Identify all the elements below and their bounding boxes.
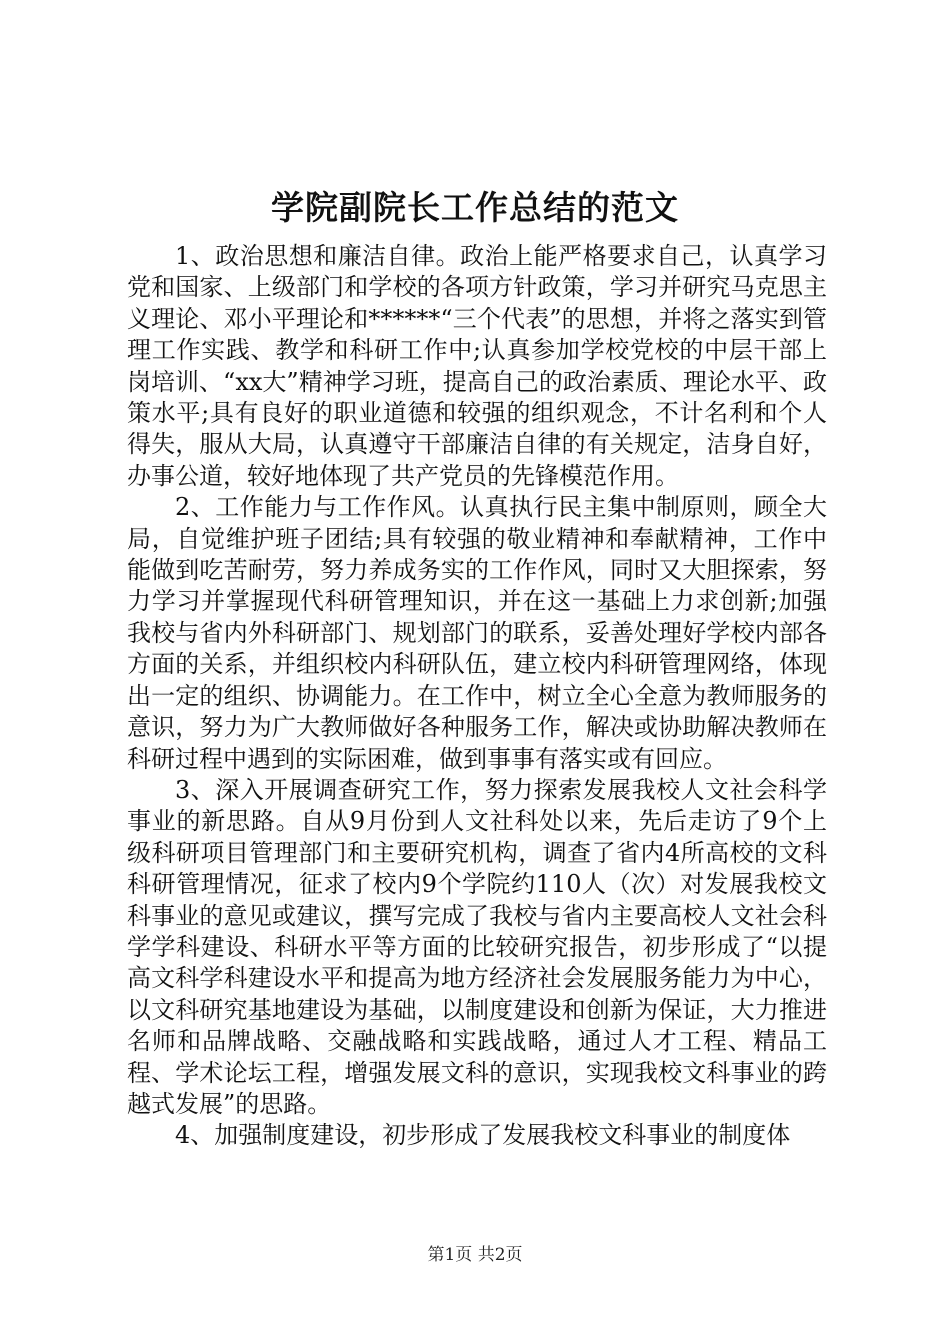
paragraph: 1、政治思想和廉洁自律。政治上能严格要求自己，认真学习党和国家、上级部门和学校的各项方针政策，学习并研究马克思主义理论、邓小平理论和******“三个代表”的思想，并将之落实到管理工作实践、教学和科研工作中;认真参加学校党校的中层干部上岗培训、“xx大”精神学习班，提高自己的政治素质、理论水平、政策水平;具有良好的职业道德和较强的组织观念，不计名利和个人得失，服从大局，认真遵守干部廉洁自律的有关规定，洁身自好，办事公道，较好地体现了共产党员的先锋模范作用。: [127, 242, 827, 490]
paragraph: 2、工作能力与工作作风。认真执行民主集中制原则，顾全大局，自觉维护班子团结;具有较强的敬业精神和奉献精神，工作中能做到吃苦耐劳，努力养成务实的工作作风，同时又大胆探索，努力学习并掌握现代科研管理知识，并在这一基础上力求创新;加强我校与省内外科研部门、规划部门的联系，妥善处理好学校内部各方面的关系，并组织校内科研队伍，建立校内科研管理网络，体现出一定的组织、协调能力。在工作中，树立全心全意为教师服务的意识，努力为广大教师做好各种服务工作，解决或协助解决教师在科研过程中遇到的实际困难，做到事事有落实或有回应。: [127, 493, 827, 773]
document-title: 学院副院长工作总结的范文: [271, 188, 679, 227]
paragraph: 3、深入开展调查研究工作，努力探索发展我校人文社会科学事业的新思路。自从9月份到人文社科处以来，先后走访了9个上级科研项目管理部门和主要研究机构，调查了省内4所高校的文科科研管理情况，征求了校内9个学院约110人（次）对发展我校文科事业的意见或建议，撰写完成了我校与省内主要高校人文社会科学学科建设、科研水平等方面的比较研究报告，初步形成了“以提高文科学科建设水平和提高为地方经济社会发展服务能力为中心，以文科研究基地建设为基础，以制度建设和创新为保证，大力推进名师和品牌战略、交融战略和实践战略，通过人才工程、精品工程、学术论坛工程，增强发展文科的意识，实现我校文科事业的跨越式发展”的思路。: [127, 775, 827, 1118]
document-body: [127, 241, 827, 1152]
paragraph: 4、加强制度建设，初步形成了发展我校文科事业的制度体: [175, 1121, 791, 1150]
page-number-footer: 第1页 共2页: [427, 1245, 523, 1265]
